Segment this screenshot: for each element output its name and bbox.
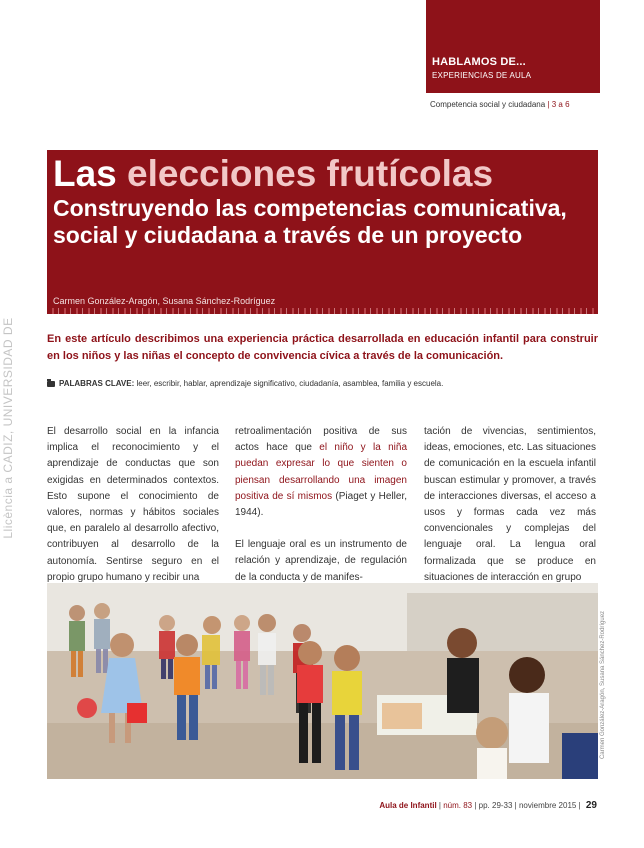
keywords-label: PALABRAS CLAVE:: [59, 379, 135, 388]
classroom-photo: [47, 583, 598, 779]
article-subtitle: Construyendo las competencias comunicativa, social y ciudadana a través de un proyecto: [53, 195, 567, 248]
section-title: HABLAMOS DE...: [432, 56, 526, 68]
article-title: [53, 154, 493, 195]
keywords-line: [47, 379, 598, 388]
topic-line: [430, 100, 570, 109]
photo-credit: Carmen González-Aragón, Susana Sánchez-Rodríguez: [600, 610, 606, 760]
body-col2-highlight: el niño y la niña puedan expresar lo que sienten o piensan desarrollando una imagen positiva de sí mismos: [235, 442, 408, 502]
article-authors: Carmen González-Aragón, Susana Sánchez-Rodríguez: [53, 296, 276, 306]
title-banner: [47, 150, 598, 310]
keywords-text: leer, escribir, hablar, aprendizaje significativo, ciudadanía, asamblea, familia y escuela.: [136, 379, 444, 388]
body-column-3: [424, 424, 596, 586]
topic-pages: 3 a 6: [551, 100, 570, 109]
title-prefix: Las: [53, 153, 117, 194]
folder-icon: [47, 381, 55, 387]
lead-paragraph: En este artículo describimos una experiencia práctica desarrollada en educación infantil para construir en los niños y las niñas el concepto de convivencia cívica a través de la comunicación.: [47, 333, 598, 362]
footer-details: | pp. 29-33 | noviembre 2015 |: [472, 801, 583, 810]
children-photo-illustration: [47, 583, 598, 779]
body-column-1: [47, 424, 219, 586]
body-col2-text-a: retroalimentación positiva de sus actos hace que: [235, 426, 407, 454]
banner-torn-edge: [47, 308, 598, 314]
title-accent: elecciones frutícolas: [127, 153, 494, 194]
section-subtitle: EXPERIENCIAS DE AULA: [432, 71, 532, 80]
footer-issue: núm. 83: [443, 801, 473, 810]
section-tab: [426, 0, 600, 93]
topic-label: Competencia social y ciudadana: [430, 100, 546, 109]
footer-sep: |: [436, 801, 444, 810]
page-footer: [379, 800, 597, 811]
topic-separator: |: [547, 100, 550, 109]
body-column-2: [235, 424, 407, 586]
footer-journal: Aula de Infantil: [379, 801, 437, 810]
body-col2-paragraph-1: [235, 424, 407, 521]
license-side-text: Llicència a CADIZ, UNIVERSIDAD DE: [1, 317, 15, 539]
footer-page-number: 29: [585, 800, 597, 811]
body-col2-paragraph-2: El lenguaje oral es un instrumento de relación y aprendizaje, de regulación de la conducta y de manifes-: [235, 539, 407, 583]
body-col2-text-b: (Piaget y Heller, 1944).: [235, 490, 408, 519]
body-col1-text: El desarrollo social en la infancia implica el reconocimiento y el aprendizaje de conductas que son exigidas en determinados contextos. Esto supone el conocimiento de valores, normas y hábitos sociales que, en paralelo al desarrollo afectivo, contribuyen al desarrollo de la autonomía. Sentirse seguro en el propio grupo humano y recibir una: [47, 426, 219, 583]
body-col3-text: tación de vivencias, sentimientos, ideas, emociones, etc. Las situaciones de comunicación en la escuela infantil buscan estimular y promover, a través de interacciones diversas, el acceso a usos y formas cada vez más convencionales y complejas del lenguaje oral. La lengua oral formalizada que se produce en situaciones de interacción en grupo: [424, 426, 596, 583]
